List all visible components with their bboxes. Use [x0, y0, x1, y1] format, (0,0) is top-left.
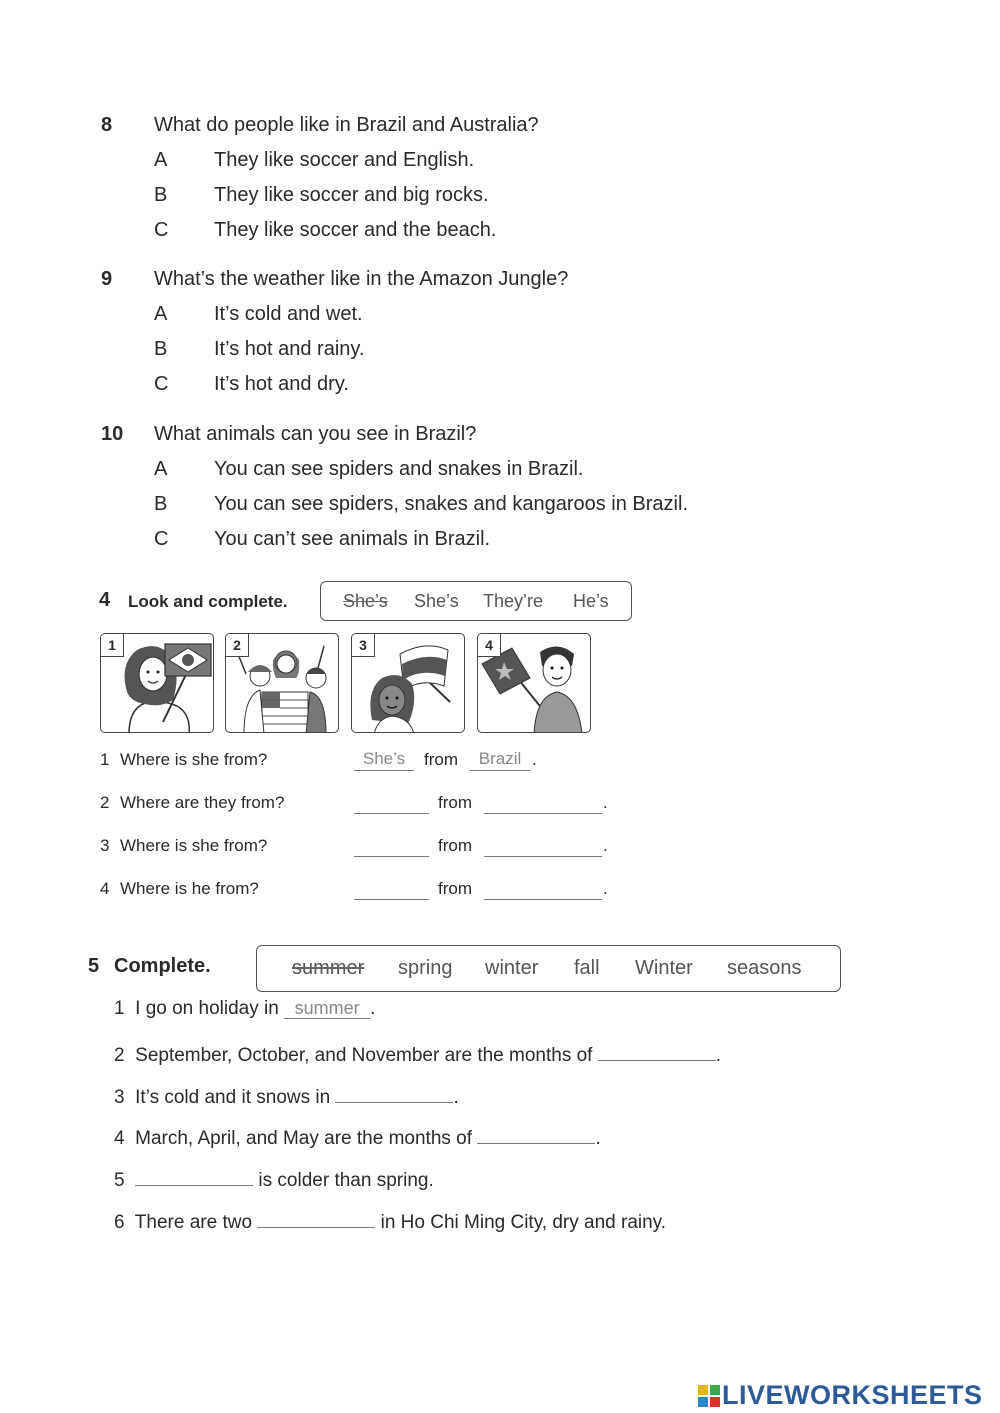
option-text: They like soccer and English. — [214, 149, 475, 171]
answer-blank-2[interactable] — [484, 791, 602, 814]
answer-blank-2[interactable] — [484, 877, 602, 900]
answer-blank-1[interactable] — [354, 834, 429, 857]
picture-2 — [225, 633, 339, 733]
option-text: You can see spiders and snakes in Brazil. — [214, 458, 584, 480]
exercise-5-item-2 — [114, 1040, 721, 1067]
item-text-before: September, October, and November are the months of — [135, 1045, 593, 1066]
picture-1 — [100, 633, 214, 733]
from-label: from — [438, 793, 472, 812]
answer-blank[interactable] — [477, 1123, 595, 1144]
item-number: 2 — [114, 1045, 125, 1066]
item-text-after: . — [370, 998, 376, 1019]
answer-blank-1[interactable] — [354, 877, 429, 900]
answer-blank-1[interactable] — [354, 791, 429, 814]
exercise-5-number: 5 — [88, 955, 100, 977]
item-text-after: in Ho Chi Ming City, dry and rainy. — [380, 1212, 667, 1233]
option-text: You can’t see animals in Brazil. — [214, 528, 491, 550]
option-letter: B — [154, 184, 168, 206]
answer-blank[interactable] — [135, 1165, 253, 1186]
option-text: They like soccer and big rocks. — [214, 184, 489, 206]
word: She’s — [414, 590, 459, 611]
from-label: from — [438, 836, 472, 855]
option-letter: A — [154, 149, 168, 171]
option-letter: C — [154, 219, 169, 241]
exercise-5-word-bank — [256, 945, 841, 992]
item-text-after: . — [453, 1087, 459, 1108]
row-number: 1 — [100, 750, 110, 769]
exercise-5-item-4 — [114, 1123, 601, 1150]
option-letter: B — [154, 338, 168, 360]
question-number: 9 — [101, 268, 113, 290]
item-number: 6 — [114, 1212, 125, 1233]
item-text-after: . — [715, 1045, 722, 1066]
option-letter: C — [154, 528, 169, 550]
answer-blank-2[interactable]: Brazil — [470, 748, 530, 771]
option-letter: C — [154, 373, 169, 395]
row-question: Where are they from? — [120, 793, 285, 812]
picture-number: 2 — [226, 634, 249, 657]
row-end: . — [603, 793, 608, 812]
question-number: 8 — [101, 114, 113, 136]
word-used: summer — [292, 957, 365, 979]
exercise-5-item-3 — [114, 1082, 459, 1109]
item-number: 1 — [114, 998, 125, 1019]
option-text: It’s hot and dry. — [214, 373, 349, 395]
picture-number: 4 — [478, 634, 501, 657]
picture-number: 1 — [101, 634, 124, 657]
answer-blank[interactable]: summer — [284, 998, 370, 1019]
picture-number: 3 — [352, 634, 375, 657]
word: spring — [398, 957, 453, 979]
word: winter — [485, 957, 539, 979]
question-text: What do people like in Brazil and Australia? — [154, 114, 539, 136]
item-text-before: March, April, and May are the months of — [135, 1128, 473, 1149]
word-used: She’s — [343, 590, 388, 611]
liveworksheets-logo — [698, 1380, 983, 1411]
row-end: . — [603, 836, 608, 855]
row-number: 4 — [100, 879, 110, 898]
item-number: 5 — [114, 1170, 125, 1191]
word: He’s — [573, 590, 609, 611]
option-text: They like soccer and the beach. — [214, 219, 497, 241]
item-text-before: It’s cold and it snows in — [135, 1087, 331, 1108]
word: fall — [574, 957, 600, 979]
word: Winter — [635, 957, 693, 979]
option-text: It’s hot and rainy. — [214, 338, 365, 360]
picture-3 — [351, 633, 465, 733]
question-text: What animals can you see in Brazil? — [154, 423, 477, 445]
logo-text: LIVEWORKSHEETS — [722, 1380, 983, 1410]
item-number: 3 — [114, 1087, 125, 1108]
item-number: 4 — [114, 1128, 125, 1149]
picture-4 — [477, 633, 591, 733]
row-question: Where is he from? — [120, 879, 259, 898]
answer-blank[interactable] — [257, 1207, 375, 1228]
row-number: 3 — [100, 836, 110, 855]
item-text-after: is colder than spring. — [258, 1170, 434, 1191]
item-text-after: . — [595, 1128, 601, 1149]
option-letter: A — [154, 303, 168, 325]
option-text: You can see spiders, snakes and kangaroos in Brazil. — [214, 493, 688, 515]
row-end: . — [532, 750, 537, 769]
from-label: from — [424, 750, 458, 769]
option-letter: B — [154, 493, 168, 515]
word: They’re — [483, 590, 544, 611]
question-number: 10 — [101, 423, 124, 445]
exercise-5-item-5 — [114, 1165, 434, 1192]
exercise-5-item-1 — [114, 998, 375, 1020]
word: seasons — [727, 957, 802, 979]
item-text-before: I go on holiday in — [135, 998, 279, 1019]
answer-blank[interactable] — [335, 1082, 453, 1103]
exercise-4-word-bank — [320, 581, 632, 621]
row-number: 2 — [100, 793, 110, 812]
answer-blank[interactable] — [598, 1040, 716, 1061]
row-question: Where is she from? — [120, 750, 268, 769]
from-label: from — [438, 879, 472, 898]
logo-squares-icon — [698, 1385, 720, 1407]
exercise-4-number: 4 — [99, 589, 111, 611]
answer-blank-1[interactable]: She’s — [354, 748, 414, 771]
exercise-5-title: Complete. — [114, 955, 211, 977]
row-question: Where is she from? — [120, 836, 268, 855]
option-text: It’s cold and wet. — [214, 303, 363, 325]
question-text: What’s the weather like in the Amazon Jungle? — [154, 268, 569, 290]
exercise-5-item-6 — [114, 1207, 666, 1234]
answer-blank-2[interactable] — [484, 834, 602, 857]
exercise-4-title: Look and complete. — [128, 592, 288, 611]
option-letter: A — [154, 458, 168, 480]
item-text-before: There are two — [134, 1212, 253, 1233]
row-end: . — [603, 879, 608, 898]
